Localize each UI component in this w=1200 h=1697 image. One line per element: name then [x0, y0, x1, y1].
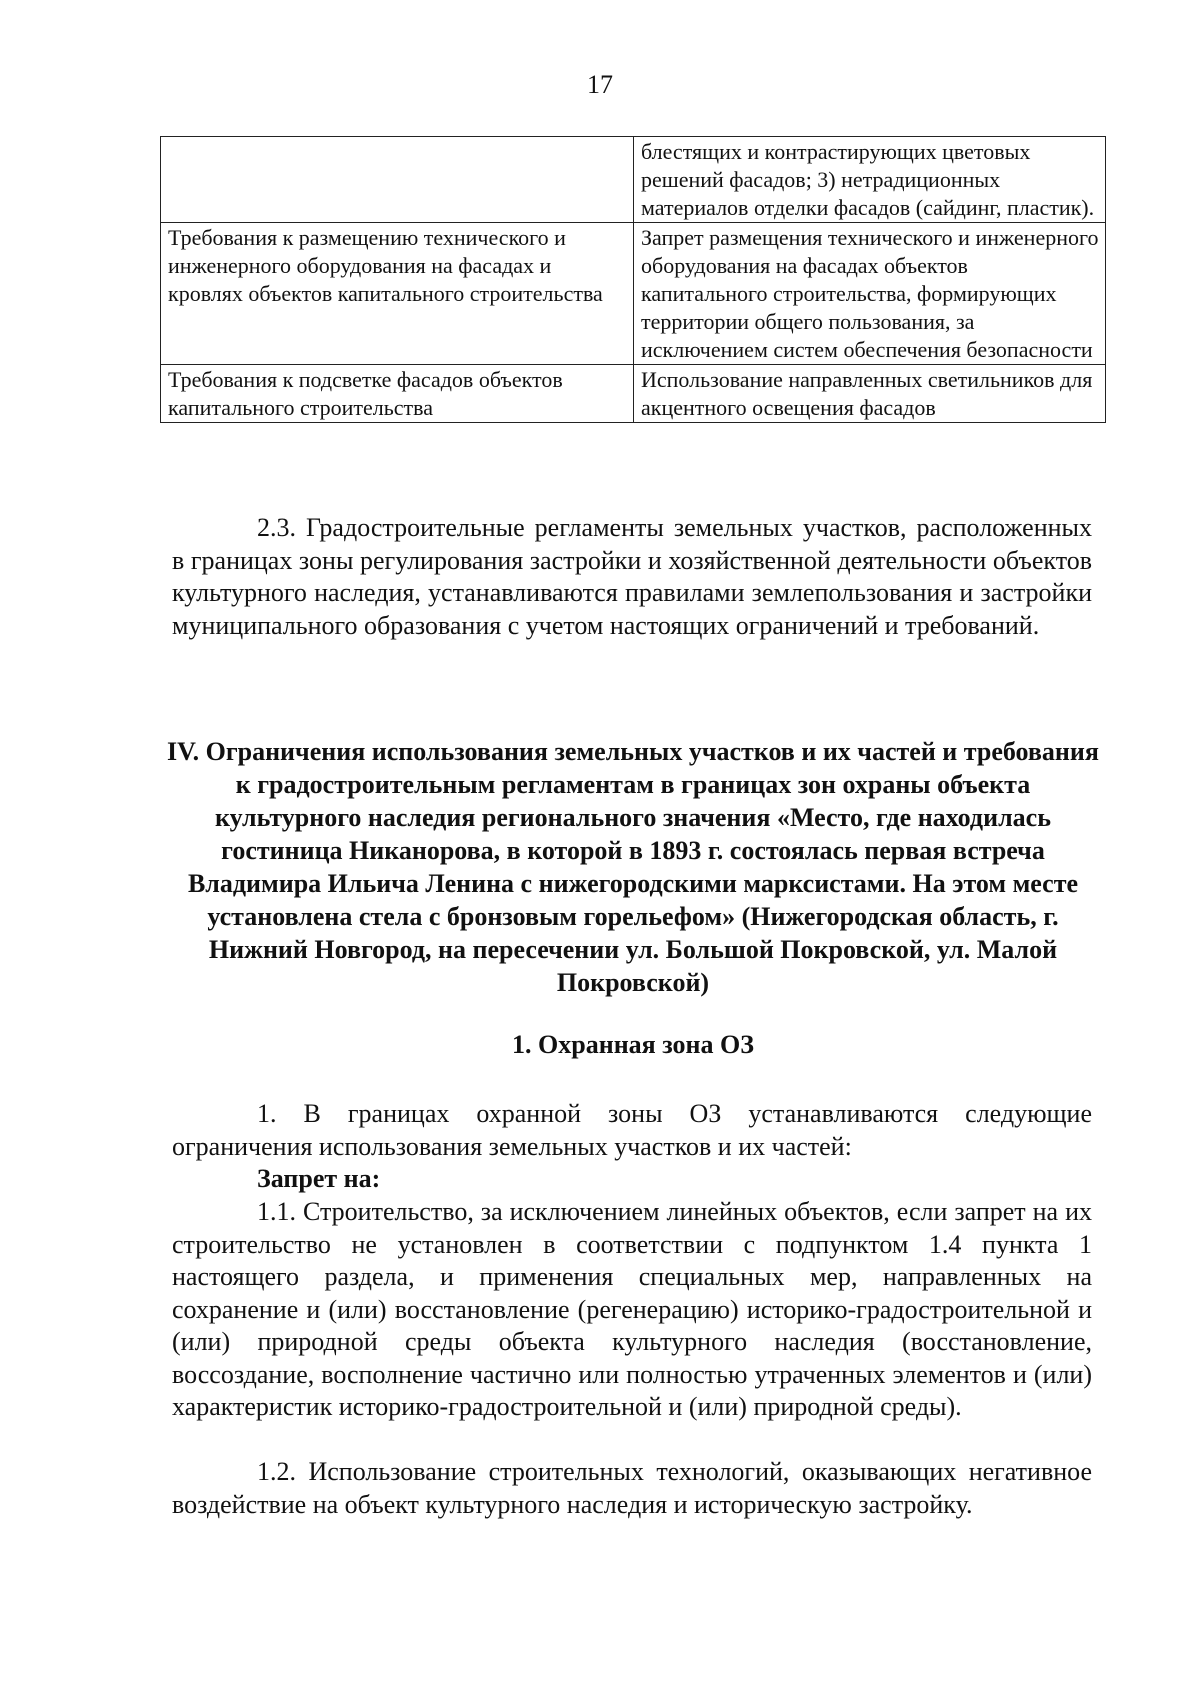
subsection-heading: 1. Охранная зона ОЗ — [512, 1030, 754, 1059]
table-cell-requirement: Требования к размещению технического и инженерного оборудования на фасадах и кровлях объектов капитального строительства — [161, 223, 634, 365]
table-cell-restriction: блестящих и контрастирующих цветовых решений фасадов; 3) нетрадиционных материалов отделки фасадов (сайдинг, пластик). — [634, 137, 1106, 223]
table-cell-requirement: Требования к подсветке фасадов объектов капитального строительства — [161, 365, 634, 423]
ban-label: Запрет на: — [257, 1164, 381, 1193]
paragraph-2-3: 2.3. Градостроительные регламенты земельных участков, расположенных в границах зоны регулирования застройки и хозяйственной деятельности объектов культурного наследия, устанавливаются правилами землепользования и застройки муниципального образования с учетом настоящих ограничений и требований. — [172, 513, 1092, 640]
page-number: 17 — [587, 70, 613, 99]
requirements-table — [160, 136, 1106, 423]
table-cell-restriction: Использование направленных светильников для акцентного освещения фасадов — [634, 365, 1106, 423]
paragraph-1: 1. В границах охранной зоны ОЗ устанавливаются следующие ограничения использования земельных участков и их частей: — [172, 1099, 1092, 1161]
table-cell-restriction: Запрет размещения технического и инженерного оборудования на фасадах объектов капитального строительства, формирующих территории общего пользования, за исключением систем обеспечения безопасности — [634, 223, 1106, 365]
item-1-2: 1.2. Использование строительных технологий, оказывающих негативное воздействие на объект культурного наследия и историческую застройку. — [172, 1457, 1092, 1519]
item-1-1: 1.1. Строительство, за исключением линейных объектов, если запрет на их строительство не установлен в соответствии с подпунктом 1.4 пункта 1 настоящего раздела, и применения специальных мер, направленных на сохранение и (или) восстановление (регенерацию) историко-градостроительной и (или) природной среды объекта культурного наследия (восстановление, воссоздание, восполнение частично или полностью утраченных элементов и (или) характеристик историко-градостроительной и (или) природной среды). — [172, 1197, 1092, 1421]
table-cell-requirement — [161, 137, 634, 223]
table-row — [161, 365, 1106, 423]
table-row — [161, 223, 1106, 365]
table-row — [161, 137, 1106, 223]
section-iv-heading: IV. Ограничения использования земельных участков и их частей и требования к градостроительным регламентам в границах зон охраны объекта культурного наследия регионального значения «Место, где находилась гостиница Никанорова, в которой в 1893 г. состоялась первая встреча Владимира Ильича Ленина с нижегородскими марксистами. На этом месте установлена стела с бронзовым горельефом» (Нижегородская область, г. Нижний Новгород, на пересечении ул. Большой Покровской, ул. Малой Покровской) — [167, 737, 1099, 997]
